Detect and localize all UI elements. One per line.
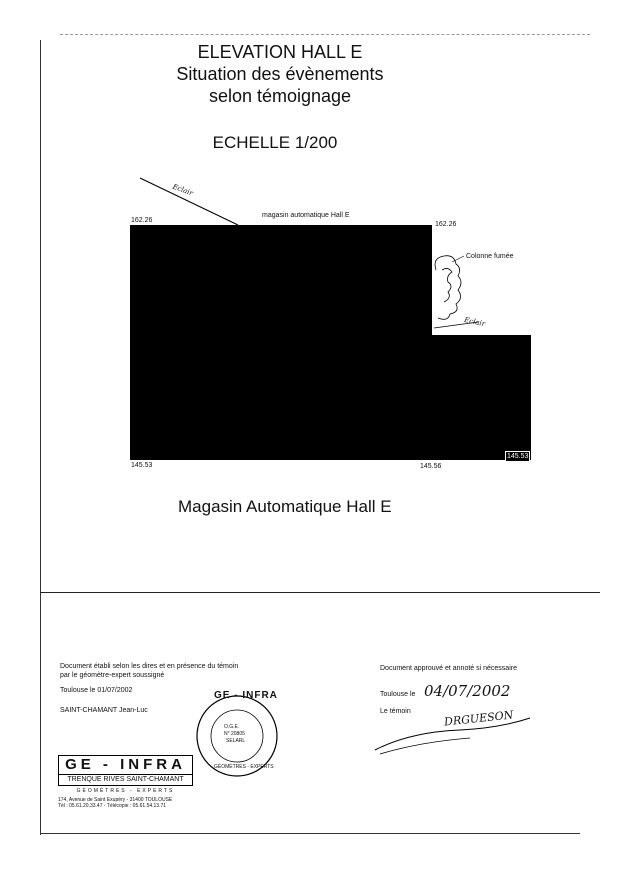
witness-label: Le témoin [380, 708, 411, 715]
place-date: Toulouse le 01/07/2002 [60, 687, 133, 694]
witness-signature: DRGUESON [443, 708, 514, 729]
company-logo-block [58, 755, 193, 810]
signature-stroke [370, 712, 540, 762]
elev-bottom-mid: 145.56 [420, 463, 442, 470]
drawing-caption: Magasin Automatique Hall E [178, 497, 392, 516]
label-lightning-right: Eclair [463, 315, 486, 329]
scale-label: ECHELLE 1/200 [212, 133, 338, 152]
stamp-top-text: GE - INFRA [214, 690, 278, 701]
company-subtitle: GÉOMÈTRES - EXPERTS [76, 788, 175, 794]
title-line1: ELEVATION HALL E [197, 42, 363, 62]
elev-bottom-right: 145.53 [507, 453, 529, 460]
label-lightning-top: Eclair [171, 182, 194, 198]
lightning-line-top [140, 178, 238, 225]
surveyor-name: SAINT-CHAMANT Jean-Luc [60, 707, 148, 714]
stamp-bottom-text: GÉOMÈTRES - EXPERTS [214, 764, 274, 770]
elev-top-left: 162.26 [131, 217, 153, 224]
company-phone: Tél : 05.61.20.33.47 - Télécopie : 05.61.54.13.71 [58, 803, 167, 809]
smoke-column-icon [435, 256, 461, 320]
stamp-inner3: SELARL [226, 738, 246, 744]
elev-step: 154.53 [448, 327, 470, 334]
stamp-inner1: O.G.E. [224, 724, 240, 730]
bottom-line [40, 833, 580, 834]
footer-right-statement: Document approuvé et annoté si nécessaire [380, 665, 517, 672]
company-address: 174, Avenue de Saint Exupéry - 31400 TOULOUSE [58, 797, 173, 803]
handwritten-date: 04/07/2002 [424, 682, 511, 700]
label-magasin: magasin automatique Hall E [262, 212, 350, 219]
elev-top-right: 162.26 [435, 221, 457, 228]
title-line2: Situation des évènements [176, 64, 384, 84]
company-names: TRENQUE RIVES SAINT-CHAMANT [58, 775, 193, 786]
stamp-inner2: N° 20805 [224, 731, 245, 737]
left-statement-line1: Document établi selon les dires et en présence du témoin [60, 663, 239, 670]
footer-left-statement [60, 662, 290, 680]
left-statement-line2: par le géomètre-expert soussigné [60, 672, 165, 679]
company-logo: GE - INFRA [58, 755, 193, 775]
elev-bottom-left: 145.53 [131, 462, 153, 469]
right-place: Toulouse le [380, 691, 416, 698]
label-smoke: Colonne fumée [466, 253, 514, 260]
title-line3: selon témoignage [208, 86, 352, 106]
